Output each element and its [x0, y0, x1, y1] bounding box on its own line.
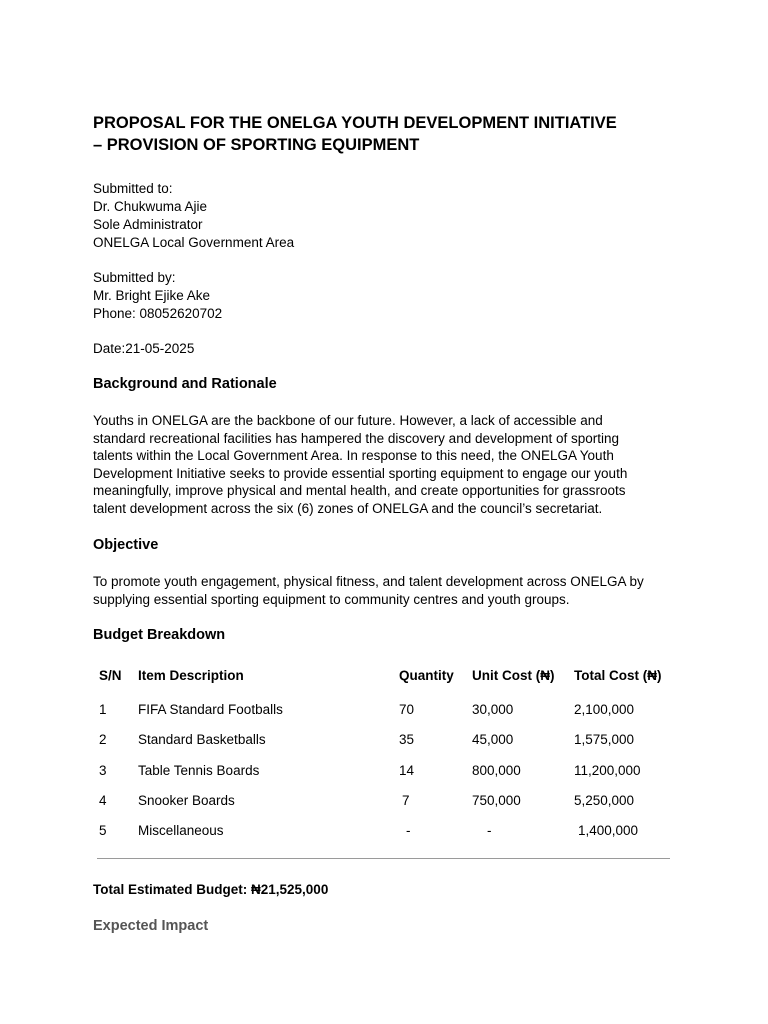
submitted-to-block: [93, 180, 294, 252]
row-total-cost: 1,400,000: [578, 823, 639, 838]
background-paragraph: [93, 412, 683, 518]
row-description: Miscellaneous: [138, 823, 224, 838]
budget-heading: Budget Breakdown: [93, 627, 226, 643]
submitted-by-block: [93, 269, 222, 323]
col-sn-header: S/N: [99, 668, 122, 683]
row-total-cost: 11,200,000: [574, 763, 641, 778]
row-sn: 3: [99, 763, 107, 778]
col-quantity-header: Quantity: [399, 668, 454, 683]
submitted-to-label: Submitted to:: [93, 181, 173, 196]
table-row: [93, 823, 683, 843]
table-row: [93, 702, 683, 722]
submitter-phone: Phone: 08052620702: [93, 306, 223, 321]
title-line-2: – PROVISION OF SPORTING EQUIPMENT: [93, 136, 420, 154]
background-line: meaningfully, improve physical and mental health, and create opportunities for grassroots: [93, 483, 626, 499]
row-quantity: 14: [399, 763, 415, 778]
expected-impact-heading: Expected Impact: [93, 918, 209, 934]
col-unit-cost-header: Unit Cost (₦): [472, 668, 555, 683]
row-total-cost: 5,250,000: [574, 793, 635, 808]
recipient-role: Sole Administrator: [93, 217, 203, 232]
submitter-name: Mr. Bright Ejike Ake: [93, 288, 211, 303]
background-line: standard recreational facilities has hampered the discovery and development of sporting: [93, 430, 620, 446]
row-unit-cost: -: [487, 823, 492, 838]
row-unit-cost: 45,000: [472, 732, 514, 747]
row-description: Standard Basketballs: [138, 732, 266, 747]
objective-heading: Objective: [93, 537, 159, 553]
background-line: Youths in ONELGA are the backbone of our future. However, a lack of accessible and: [93, 413, 603, 428]
objective-line: supplying essential sporting equipment to community centres and youth groups.: [93, 591, 570, 607]
row-unit-cost: 30,000: [472, 702, 514, 717]
row-description: Snooker Boards: [138, 793, 235, 808]
col-description-header: Item Description: [138, 668, 244, 683]
row-total-cost: 1,575,000: [574, 732, 635, 747]
row-sn: 4: [99, 793, 107, 808]
row-quantity: -: [406, 823, 411, 838]
table-row: [93, 732, 683, 752]
row-unit-cost: 800,000: [472, 763, 521, 778]
row-quantity: 70: [399, 702, 415, 717]
background-line: Development Initiative seeks to provide essential sporting equipment to engage our youth: [93, 465, 628, 481]
row-description: Table Tennis Boards: [138, 763, 260, 778]
col-total-cost-header: Total Cost (₦): [574, 668, 662, 683]
row-description: FIFA Standard Footballs: [138, 702, 283, 717]
table-header-row: [93, 668, 683, 688]
document-title: [93, 112, 683, 156]
row-unit-cost: 750,000: [472, 793, 521, 808]
total-budget: Total Estimated Budget: ₦21,525,000: [93, 882, 329, 897]
background-line: talents within the Local Government Area. In response to this need, the ONELGA Youth: [93, 448, 614, 464]
recipient-name: Dr. Chukwuma Ajie: [93, 199, 208, 214]
objective-paragraph: [93, 573, 683, 608]
row-total-cost: 2,100,000: [574, 702, 635, 717]
table-row: [93, 763, 683, 783]
row-quantity: 7: [402, 793, 410, 808]
row-quantity: 35: [399, 732, 415, 747]
background-line: talent development across the six (6) zones of ONELGA and the council’s secretariat.: [93, 500, 603, 516]
recipient-org: ONELGA Local Government Area: [93, 235, 295, 250]
objective-line: To promote youth engagement, physical fitness, and talent development across ONELGA by: [93, 574, 644, 589]
submitted-by-label: Submitted by:: [93, 270, 176, 285]
title-line-1: PROPOSAL FOR THE ONELGA YOUTH DEVELOPMENT INITIATIVE: [93, 114, 617, 132]
background-heading: Background and Rationale: [93, 376, 277, 392]
date-line: Date:21-05-2025: [93, 341, 195, 356]
row-sn: 1: [99, 702, 107, 717]
table-divider: [97, 858, 670, 859]
row-sn: 5: [99, 823, 107, 838]
row-sn: 2: [99, 732, 107, 747]
table-row: [93, 793, 683, 813]
